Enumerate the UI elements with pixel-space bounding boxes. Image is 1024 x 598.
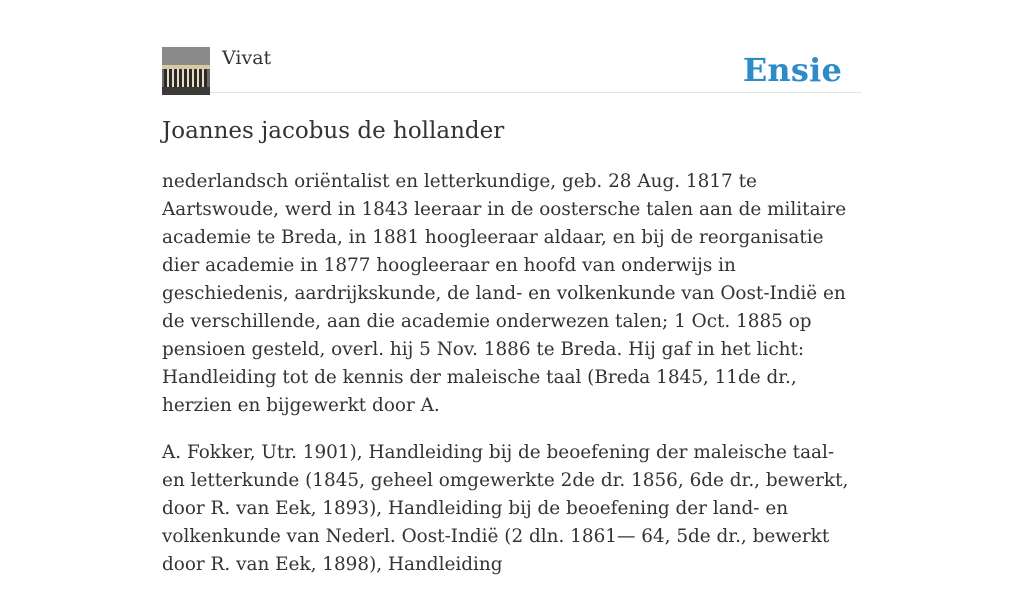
author-name[interactable]: Vivat — [222, 47, 272, 69]
brand-logo[interactable]: Ensie — [742, 51, 842, 89]
paragraph: A. Fokker, Utr. 1901), Handleiding bij de beoefening der maleische taal- en letterkunde (1845, geheel omgewerkte 2de dr. 1856, 6de dr., bewerkt, door R. van Eek, 1893), Handleiding bij de beoefening der land- en volkenkunde van Nederl. Oost-Indië (2 dln. 1861— 64, 5de dr., bewerkt door R. van Eek, 1898), Handleiding — [162, 442, 849, 575]
paragraph: nederlandsch oriëntalist en letterkundige, geb. 28 Aug. 1817 te Aartswoude, werd in 1843 leeraar in de oostersche talen aan de militaire academie te Breda, in 1881 hoogleeraar aldaar, en bij de reorganisatie dier academie in 1877 hoogleeraar en hoofd van onderwijs in geschiedenis, aardrijkskunde, de land- en volkenkunde van Oost-Indië en de verschillende, aan die academie onderwezen talen; 1 Oct. 1885 op pensioen gesteld, overl. hij 5 Nov. 1886 te Breda. Hij gaf in het licht: Handleiding tot de kennis der maleische taal (Breda 1845, 11de dr., herzien en bijgewerkt door A. — [162, 171, 847, 416]
article-title: Joannes jacobus de hollander — [162, 118, 505, 144]
page — [162, 0, 862, 575]
article-body — [162, 168, 862, 598]
header — [162, 0, 862, 93]
avatar[interactable] — [162, 47, 210, 95]
book-stack-avatar-icon — [162, 47, 210, 95]
